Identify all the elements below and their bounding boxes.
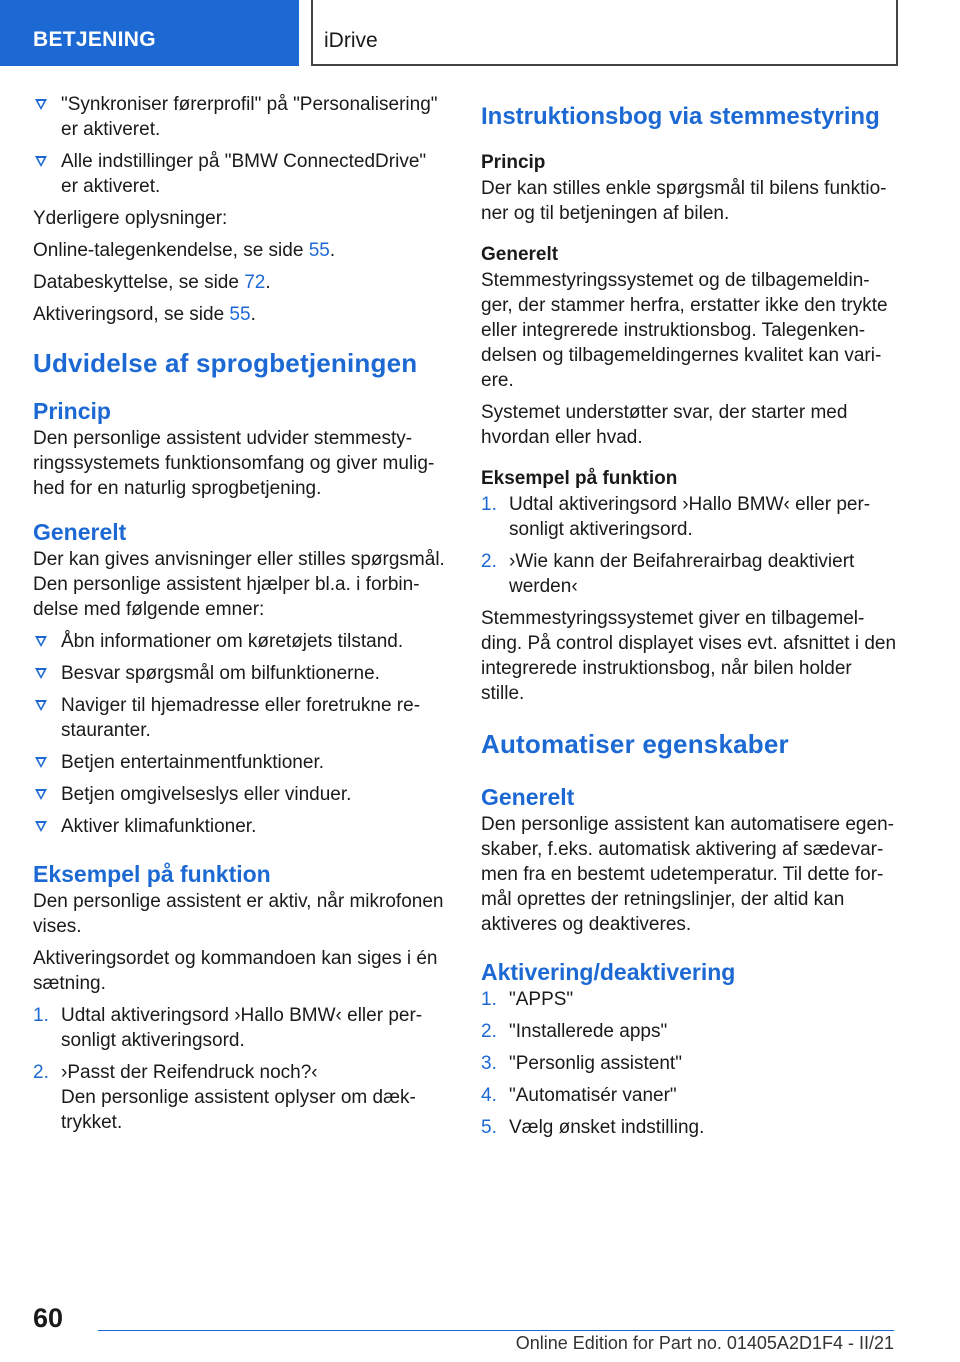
step-number: 3. xyxy=(481,1053,497,1074)
subsection-heading: Princip xyxy=(33,398,111,424)
list-item: Åbn informationer om køretøjets tilstand. xyxy=(33,629,446,654)
numbered-step: 2. "Installerede apps" xyxy=(481,1021,668,1042)
step-number: 4. xyxy=(481,1085,497,1106)
paragraph: Der kan stilles enkle spørgsmål til bilens funktio-ner og til betjeningen af bilen. xyxy=(481,178,887,224)
reference-line: Databeskyttelse, se side 72. xyxy=(33,272,271,293)
paragraph: Den personlige assistent er aktiv, når mikrofonen vises. xyxy=(33,891,444,937)
paragraph: Stemmestyringssystemet giver en tilbagemel-ding. På control displayet vises evt. afsnittet i den integrerede instruktionsbog, når bilen holder stille. xyxy=(481,608,897,704)
paragraph: Den personlige assistent udvider stemmesty-ringssystemets funktionsomfang og giver mulig-hed for en naturlig sprogbetjening. xyxy=(33,428,435,499)
step-number: 2. xyxy=(481,551,497,572)
triangle-bullet-icon xyxy=(35,636,47,647)
list-item: Alle indstillinger på "BMW ConnectedDrive" er aktiveret. xyxy=(33,149,446,199)
reference-line: Online-talegenkendelse, se side 55. xyxy=(33,240,336,261)
header-section-label: BETJENING xyxy=(33,28,156,51)
right-column xyxy=(481,92,898,1147)
subsection-heading: Generelt xyxy=(33,519,127,545)
subsection-heading: Aktivering/deaktivering xyxy=(481,959,736,985)
subsection-heading: Eksempel på funktion xyxy=(481,468,678,489)
list-item: Betjen omgivelseslys eller vinduer. xyxy=(33,782,446,807)
section-heading: Udvidelse af sprogbetjeningen xyxy=(33,348,418,378)
subsection-heading: Princip xyxy=(481,152,546,173)
numbered-step: 2. ›Wie kann der Beifahrerairbag deaktiviert werden‹ xyxy=(481,551,855,597)
subsection-heading: Generelt xyxy=(481,784,575,810)
step-number: 1. xyxy=(481,989,497,1010)
numbered-step: 4. "Automatisér vaner" xyxy=(481,1085,677,1106)
triangle-bullet-icon xyxy=(35,668,47,679)
triangle-bullet-icon xyxy=(35,156,47,167)
list-item: Besvar spørgsmål om bilfunktionerne. xyxy=(33,661,446,686)
step-number: 5. xyxy=(481,1117,497,1138)
triangle-bullet-icon xyxy=(35,99,47,110)
header-section-tab xyxy=(0,0,299,66)
triangle-bullet-icon xyxy=(35,789,47,800)
numbered-step: 3. "Personlig assistent" xyxy=(481,1053,682,1074)
subsection-heading: Generelt xyxy=(481,244,559,265)
header-chapter-box xyxy=(311,0,898,66)
page-link[interactable]: 55 xyxy=(229,304,251,325)
numbered-step: 2. ›Passt der Reifendruck noch?‹ xyxy=(33,1062,318,1083)
step-continuation: Den personlige assistent oplyser om dæk-trykket. xyxy=(61,1087,416,1133)
footer-edition-text: Online Edition for Part no. 01405A2D1F4 - II/21 xyxy=(515,1333,894,1353)
triangle-bullet-icon xyxy=(35,700,47,711)
reference-line: Aktiveringsord, se side 55. xyxy=(33,304,256,325)
list-item: Betjen entertainmentfunktioner. xyxy=(33,750,446,775)
section-heading: Instruktionsbog via stemmestyring xyxy=(481,103,880,130)
more-info-label: Yderligere oplysninger: xyxy=(33,208,228,229)
section-heading: Automatiser egenskaber xyxy=(481,729,789,759)
list-item: "Synkroniser førerprofil" på "Personalisering" er aktiveret. xyxy=(33,92,446,142)
paragraph: Der kan gives anvisninger eller stilles spørgsmål. Den personlige assistent hjælper bl.a. i forbin-delse med følgende emner: xyxy=(33,549,445,620)
triangle-bullet-icon xyxy=(35,821,47,832)
list-item: Aktiver klimafunktioner. xyxy=(33,814,446,839)
paragraph: Den personlige assistent kan automatisere egen-skaber, f.eks. automatisk aktivering af sædevar-men fra en bestemt udetemperatur. Til dette for-mål oprettes der retningslinjer, der altid kan aktiveres og deaktiveres. xyxy=(481,814,894,935)
list-item: Naviger til hjemadresse eller foretrukne re-stauranter. xyxy=(33,693,446,743)
step-number: 2. xyxy=(33,1062,49,1083)
step-number: 1. xyxy=(481,494,497,515)
left-column xyxy=(33,92,446,1142)
paragraph: Aktiveringsordet og kommandoen kan siges i én sætning. xyxy=(33,948,438,994)
step-number: 1. xyxy=(33,1005,49,1026)
page-link[interactable]: 55 xyxy=(308,240,330,261)
header-chapter-label: iDrive xyxy=(324,29,378,52)
footer-divider xyxy=(98,1330,894,1331)
step-number: 2. xyxy=(481,1021,497,1042)
paragraph: Stemmestyringssystemet og de tilbagemeldin-ger, der stammer herfra, erstatter ikke den trykte eller integrerede instruktionsbog. Talegenken-delsen og tilbagemeldingernes kvalitet kan vari-ere. xyxy=(481,270,888,391)
numbered-step: 5. Vælg ønsket indstilling. xyxy=(481,1117,705,1138)
numbered-step: 1. Udtal aktiveringsord ›Hallo BMW‹ eller per-sonligt aktiveringsord. xyxy=(33,1005,423,1051)
subsection-heading: Eksempel på funktion xyxy=(33,861,271,887)
page-number: 60 xyxy=(33,1303,64,1333)
triangle-bullet-icon xyxy=(35,757,47,768)
page-link[interactable]: 72 xyxy=(244,272,266,293)
numbered-step: 1. "APPS" xyxy=(481,989,574,1010)
numbered-step: 1. Udtal aktiveringsord ›Hallo BMW‹ eller per-sonligt aktiveringsord. xyxy=(481,494,871,540)
paragraph: Systemet understøtter svar, der starter med hvordan eller hvad. xyxy=(481,402,848,448)
